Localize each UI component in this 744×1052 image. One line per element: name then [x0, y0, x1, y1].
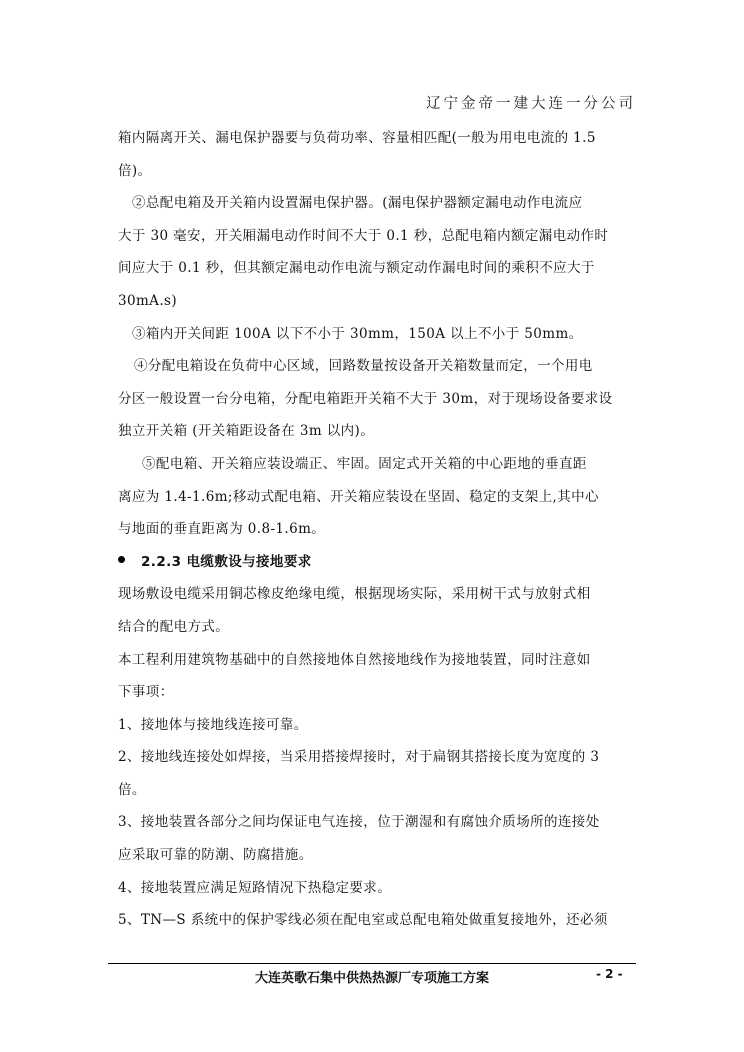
body-line: 倍。 — [118, 781, 146, 798]
document-body — [118, 122, 638, 937]
body-line: 下事项： — [118, 684, 174, 701]
body-line: 现场敷设电缆采用铜芯橡皮绝缘电缆，根据现场实际，采用树干式与放射式相 — [118, 586, 591, 603]
body-line: 大于 30 毫安，开关厢漏电动作时间不大于 0.1 秒，总配电箱内额定漏电动作时 — [118, 227, 609, 244]
body-line: 1、接地体与接地线连接可靠。 — [118, 716, 308, 733]
bullet-icon — [118, 556, 125, 563]
section-heading-text: 2.2.3 电缆敷设与接地要求 — [141, 553, 312, 570]
body-line: 与地面的垂直距离为 0.8-1.6m。 — [118, 521, 326, 538]
body-line: ③箱内开关间距 100A 以下不小于 30mm，150A 以上不小于 50mm。 — [132, 325, 583, 342]
page-header-company: 辽宁金帝一建大连一分公司 — [426, 96, 636, 112]
body-line: 独立开关箱 (开关箱距设备在 3m 以内)。 — [118, 423, 375, 440]
body-line: 5、TN—S 系统中的保护零线必须在配电室或总配电箱处做重复接地外，还必须 — [118, 912, 608, 929]
body-line: 4、接地装置应满足短路情况下热稳定要求。 — [118, 879, 392, 896]
section-heading — [118, 546, 638, 579]
footer-divider — [108, 963, 636, 964]
body-line: 离应为 1.4-1.6m;移动式配电箱、开关箱应装设在坚固、稳定的支架上,其中心 — [118, 488, 599, 505]
body-line: 间应大于 0.1 秒，但其额定漏电动作电流与额定动作漏电时间的乘积不应大于 — [118, 260, 595, 277]
footer-title: 大连英歌石集中供热热源厂专项施工方案 — [254, 971, 489, 986]
page-number: - 2 - — [596, 967, 623, 981]
body-line: 箱内隔离开关、漏电保护器要与负荷功率、容量相匹配(一般为用电电流的 1.5 — [118, 130, 596, 146]
body-line: 2、接地线连接处如焊接，当采用搭接焊接时，对于扁钢其搭接长度为宽度的 3 — [118, 749, 600, 766]
body-line: 应采取可靠的防潮、防腐措施。 — [118, 847, 313, 864]
body-line: ②总配电箱及开关箱内设置漏电保护器。(漏电保护器额定漏电动作电流应 — [132, 195, 583, 212]
body-line: 分区一般设置一台分电箱，分配电箱距开关箱不大于 30m，对于现场设备要求设 — [118, 390, 613, 407]
body-line: 本工程利用建筑物基础中的自然接地体自然接地线作为接地装置，同时注意如 — [118, 651, 591, 668]
body-line: 3、接地装置各部分之间均保证电气连接，位于潮湿和有腐蚀介质场所的连接处 — [118, 814, 600, 831]
body-line: 结合的配电方式。 — [118, 618, 230, 635]
body-line: 30mA.s) — [118, 292, 178, 309]
body-line: ⑤配电箱、开关箱应装设端正、牢固。固定式开关箱的中心距地的垂直距 — [142, 455, 587, 472]
body-line: 倍)。 — [118, 162, 152, 179]
body-line: ④分配电箱设在负荷中心区域，回路数量按设备开关箱数量而定，一个用电 — [134, 358, 593, 375]
